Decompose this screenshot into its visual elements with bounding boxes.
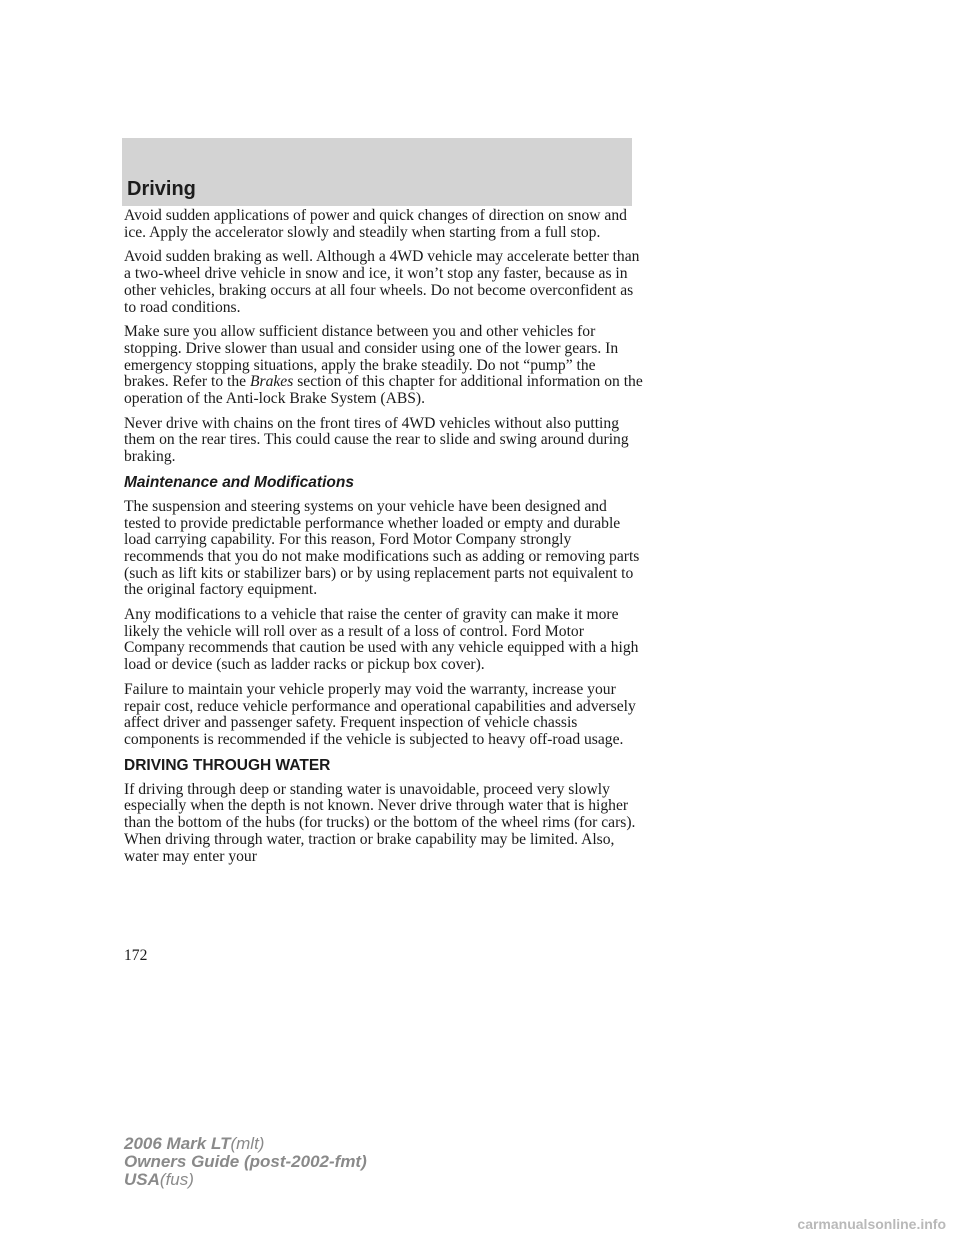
footer-model-code: (mlt) xyxy=(230,1134,265,1153)
subheading-maintenance: Maintenance and Modifications xyxy=(124,473,354,491)
footer-region-code: (fus) xyxy=(159,1170,194,1189)
document-footer xyxy=(124,1135,367,1189)
footer-guide: Owners Guide (post-2002-fmt) xyxy=(124,1152,367,1171)
paragraph-maintenance-failure: Failure to maintain your vehicle properly may void the warranty, increase your repair cost, reduce vehicle performance and operational capabilities and adversely affect driver and passenger safety. Frequent inspection of vehicle chassis components is recommended if the vehicle is subjected to heavy off-road usage. xyxy=(124,680,636,748)
paragraph-suspension: The suspension and steering systems on your vehicle have been designed and tested to provide predictable performance whether loaded or empty and durable load carrying capability. For this reason, Ford Motor Company strongly recommends that you do not make modifications such as adding or removing parts (such as lift kits or stabilizer bars) or by using replacement parts not equivalent to the original factory equipment. xyxy=(124,497,640,599)
paragraph-stopping-distance xyxy=(124,324,644,408)
paragraph-text: section of this chapter for additional information on the operation of the Anti-lock Brake System (ABS). xyxy=(124,373,643,408)
footer-line-model xyxy=(124,1135,367,1153)
page-content xyxy=(124,208,644,873)
section-title: Driving xyxy=(127,178,196,200)
paragraph-modifications: Any modifications to a vehicle that raise the center of gravity can make it more likely the vehicle will roll over as a result of a loss of control. Ford Motor Company recommends that caution be used with any vehicle equipped with a high load or device (such as ladder racks or pickup box cover). xyxy=(124,606,639,674)
paragraph-power-steering: Avoid sudden applications of power and quick changes of direction on snow and ice. Apply the accelerator slowly and steadily when starting from a full stop. xyxy=(124,207,627,241)
footer-line-guide xyxy=(124,1153,367,1171)
brakes-reference: Brakes xyxy=(250,373,294,391)
paragraph-chains: Never drive with chains on the front tires of 4WD vehicles without also putting them on the rear tires. This could cause the rear to slide and swing around during braking. xyxy=(124,414,629,466)
site-watermark: carmanualsonline.info xyxy=(797,1216,946,1232)
page-number: 172 xyxy=(124,947,148,964)
footer-line-region xyxy=(124,1171,367,1189)
heading-driving-through-water: DRIVING THROUGH WATER xyxy=(124,756,331,774)
paragraph-text: Make sure you allow sufficient distance between you and other vehicles for stopping. Drive slower than usual and consider using one of the lower gears. In emergency stopping situations, apply the brake steadily. Do not “pump” the brakes. Refer to the xyxy=(124,323,619,391)
footer-model: 2006 Mark LT xyxy=(124,1134,231,1153)
paragraph-braking: Avoid sudden braking as well. Although a 4WD vehicle may accelerate better than a two-wheel drive vehicle in snow and ice, it won’t stop any faster, because as in other vehicles, braking occurs at all four wheels. Do not become overconfident as to road conditions. xyxy=(124,248,640,316)
footer-region: USA xyxy=(124,1170,160,1189)
section-header-band xyxy=(122,138,632,206)
paragraph-water: If driving through deep or standing water is unavoidable, proceed very slowly especially when the depth is not known. Never drive through water that is higher than the bottom of the hubs (for trucks) or the bottom of the wheel rims (for cars). When driving through water, traction or brake capability may be limited. Also, water may enter your xyxy=(124,780,636,865)
